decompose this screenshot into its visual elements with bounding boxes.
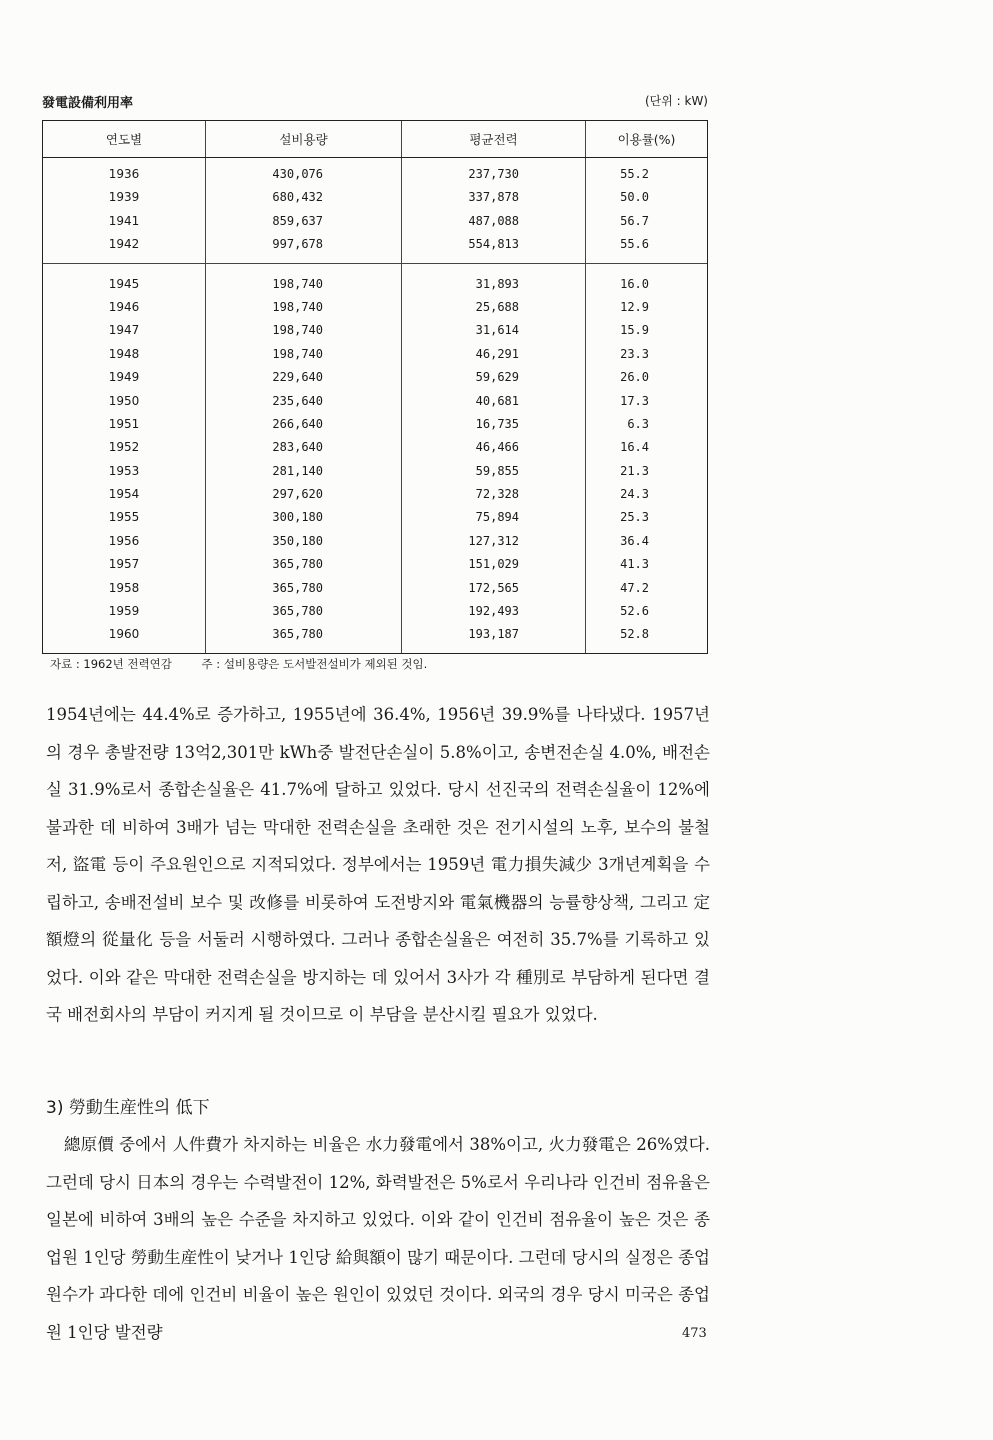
table-cell: 350,180	[272, 533, 323, 548]
row-group-prewar	[402, 158, 585, 263]
table-cell: 16.0	[620, 276, 649, 291]
table-cell: 59,629	[475, 370, 519, 385]
table-cell: 235,640	[272, 393, 323, 408]
table-cell: 16,735	[475, 416, 519, 431]
table-cell: 198,740	[272, 299, 323, 314]
table-unit: (단위 : kW)	[644, 94, 708, 108]
table-cell: 300,180	[272, 510, 323, 525]
table-title: 發電設備利用率	[42, 96, 134, 111]
table-cell: 283,640	[272, 440, 323, 455]
table-cell: 337,878	[468, 190, 519, 205]
table-cell: 52.6	[620, 604, 649, 619]
row-group-prewar	[586, 158, 707, 263]
table-cell: 1936	[108, 167, 140, 181]
table-cell: 15.9	[620, 323, 649, 338]
table-cell: 1946	[108, 299, 140, 314]
table-cell: 25,688	[475, 299, 519, 314]
table-cell: 1957	[108, 557, 140, 572]
table-cell: 1948	[108, 346, 140, 361]
table-cell: 1945	[108, 276, 140, 291]
table-cell: 281,140	[272, 463, 323, 478]
table-cell: 26.0	[620, 370, 649, 385]
utilization-rate-column	[586, 158, 707, 653]
row-group-postwar	[206, 263, 401, 653]
row-group-postwar	[43, 263, 205, 653]
table-cell: 198,740	[272, 346, 323, 361]
table-cell: 554,813	[468, 237, 519, 252]
body-paragraph-2: 總原價 중에서 人件費가 차지하는 비율은 水力發電에서 38%이고, 火力發電은 26%였다. 그런데 당시 日本의 경우는 수력발전이 12%, 화력발전은 5%로서 우리나라 인건비 점유율은 일본에 비하여 3배의 높은 수준을 차지하고 있었다. 이와 같이 인건비 점유율이 높은 것은 종업원 1인당 勞動生産性이 낮거나 1인당 給與額이 많기 때문이다. 그런데 당시의 실정은 종업원수가 과다한 데에 인건비 비율이 높은 원인이 있었던 것이다. 외국의 경우 당시 미국은 종업원 1인당 발전량	[46, 1135, 710, 1342]
table-cell: 487,088	[468, 213, 519, 228]
table-cell: 46,466	[475, 440, 519, 455]
page-number: 473	[682, 1326, 707, 1341]
table-cell: 40,681	[475, 393, 519, 408]
table-cell: 1958	[108, 580, 140, 595]
table-cell: 21.3	[620, 463, 649, 478]
row-group-prewar	[206, 158, 401, 263]
table-caption	[42, 92, 708, 112]
table-cell: 1954	[108, 487, 140, 502]
table-cell: 229,640	[272, 370, 323, 385]
table-cell: 46,291	[475, 346, 519, 361]
table-cell: 1950	[108, 393, 140, 408]
table-cell: 55.6	[620, 237, 649, 252]
table-cell: 41.3	[620, 557, 649, 572]
table-cell: 172,565	[468, 580, 519, 595]
table-cell: 56.7	[620, 213, 649, 228]
table-cell: 365,780	[272, 627, 323, 642]
table-header-row	[43, 121, 707, 158]
header-utilization-rate: 이용률(%)	[617, 132, 676, 147]
table-cell: 198,740	[272, 323, 323, 338]
table-cell: 16.4	[620, 440, 649, 455]
table-cell: 31,893	[475, 276, 519, 291]
table-cell: 297,620	[272, 487, 323, 502]
table-cell: 1956	[108, 533, 140, 548]
table-cell: 23.3	[620, 346, 649, 361]
table-cell: 36.4	[620, 533, 649, 548]
table-note: 주 : 설비용량은 도서발전설비가 제외된 것임.	[201, 657, 428, 671]
table-cell: 430,076	[272, 167, 323, 181]
table-cell: 1941	[108, 213, 140, 228]
table-cell: 1949	[108, 370, 140, 385]
table-cell: 237,730	[468, 167, 519, 181]
row-group-postwar	[402, 263, 585, 653]
table-cell: 1951	[108, 416, 140, 431]
table-cell: 1952	[108, 440, 140, 455]
table-cell: 192,493	[468, 604, 519, 619]
table-cell: 1939	[108, 190, 140, 205]
table-cell: 24.3	[620, 487, 649, 502]
table-cell: 17.3	[620, 393, 649, 408]
table-cell: 1942	[108, 237, 140, 252]
average-power-column	[402, 158, 586, 653]
header-average-power: 평균전력	[402, 121, 586, 157]
table-cell: 151,029	[468, 557, 519, 572]
table-cell: 365,780	[272, 557, 323, 572]
table-cell: 1959	[108, 604, 140, 619]
body-paragraph-1: 1954년에는 44.4%로 증가하고, 1955년에 36.4%, 1956년 39.9%를 나타냈다. 1957년의 경우 총발전량 13억2,301만 kWh중 발전단손실이 5.8%이고, 송변전손실 4.0%, 배전손실 31.9%로서 종합손실율은 41.7%에 달하고 있었다. 당시 선진국의 전력손실율이 12%에 불과한 데 비하여 3배가 넘는 막대한 전력손실을 초래한 것은 전기시설의 노후, 보수의 불철저, 盜電 등이 주요원인으로 지적되었다. 정부에서는 1959년 電力損失減少 3개년계획을 수립하고, 송배전설비 보수 및 改修를 비롯하여 도전방지와 電氣機器의 능률향상책, 그리고 定額燈의 從量化 등을 서둘러 시행하였다. 그러나 종합손실율은 여전히 35.7%를 기록하고 있었다. 이와 같은 막대한 전력손실을 방지하는 데 있어서 3사가 각 種別로 부담하게 된다면 결국 배전회사의 부담이 커지게 될 것이므로 이 부담을 분산시킬 필요가 있었다.	[46, 705, 710, 1024]
table-cell: 1955	[108, 510, 140, 525]
table-cell: 47.2	[620, 580, 649, 595]
header-year: 연도별	[43, 121, 206, 157]
table-cell: 365,780	[272, 580, 323, 595]
table-cell: 127,312	[468, 533, 519, 548]
utilization-table	[42, 120, 708, 654]
row-group-postwar	[586, 263, 707, 653]
table-cell: 72,328	[475, 487, 519, 502]
table-footnote	[50, 656, 453, 672]
table-cell: 55.2	[620, 167, 649, 181]
table-cell: 1947	[108, 323, 140, 338]
table-cell: 6.3	[627, 416, 649, 431]
section-heading: 3) 勞動生産性의 低下	[46, 1098, 210, 1118]
table-cell: 50.0	[620, 190, 649, 205]
table-cell: 198,740	[272, 276, 323, 291]
table-cell: 266,640	[272, 416, 323, 431]
table-cell: 859,637	[272, 213, 323, 228]
table-cell: 31,614	[475, 323, 519, 338]
table-cell: 997,678	[272, 237, 323, 252]
table-cell: 365,780	[272, 604, 323, 619]
header-capacity: 설비용량	[206, 121, 402, 157]
table-cell: 680,432	[272, 190, 323, 205]
table-cell: 25.3	[620, 510, 649, 525]
table-cell: 59,855	[475, 463, 519, 478]
table-cell: 193,187	[468, 627, 519, 642]
table-cell: 12.9	[620, 299, 649, 314]
table-cell: 75,894	[475, 510, 519, 525]
table-cell: 1960	[108, 627, 140, 642]
capacity-column	[206, 158, 402, 653]
table-source: 자료 : 1962년 전력연감	[50, 657, 172, 671]
year-column	[43, 158, 206, 653]
table-body	[43, 158, 707, 653]
row-group-prewar	[43, 158, 205, 263]
table-cell: 52.8	[620, 627, 649, 642]
table-cell: 1953	[108, 463, 140, 478]
